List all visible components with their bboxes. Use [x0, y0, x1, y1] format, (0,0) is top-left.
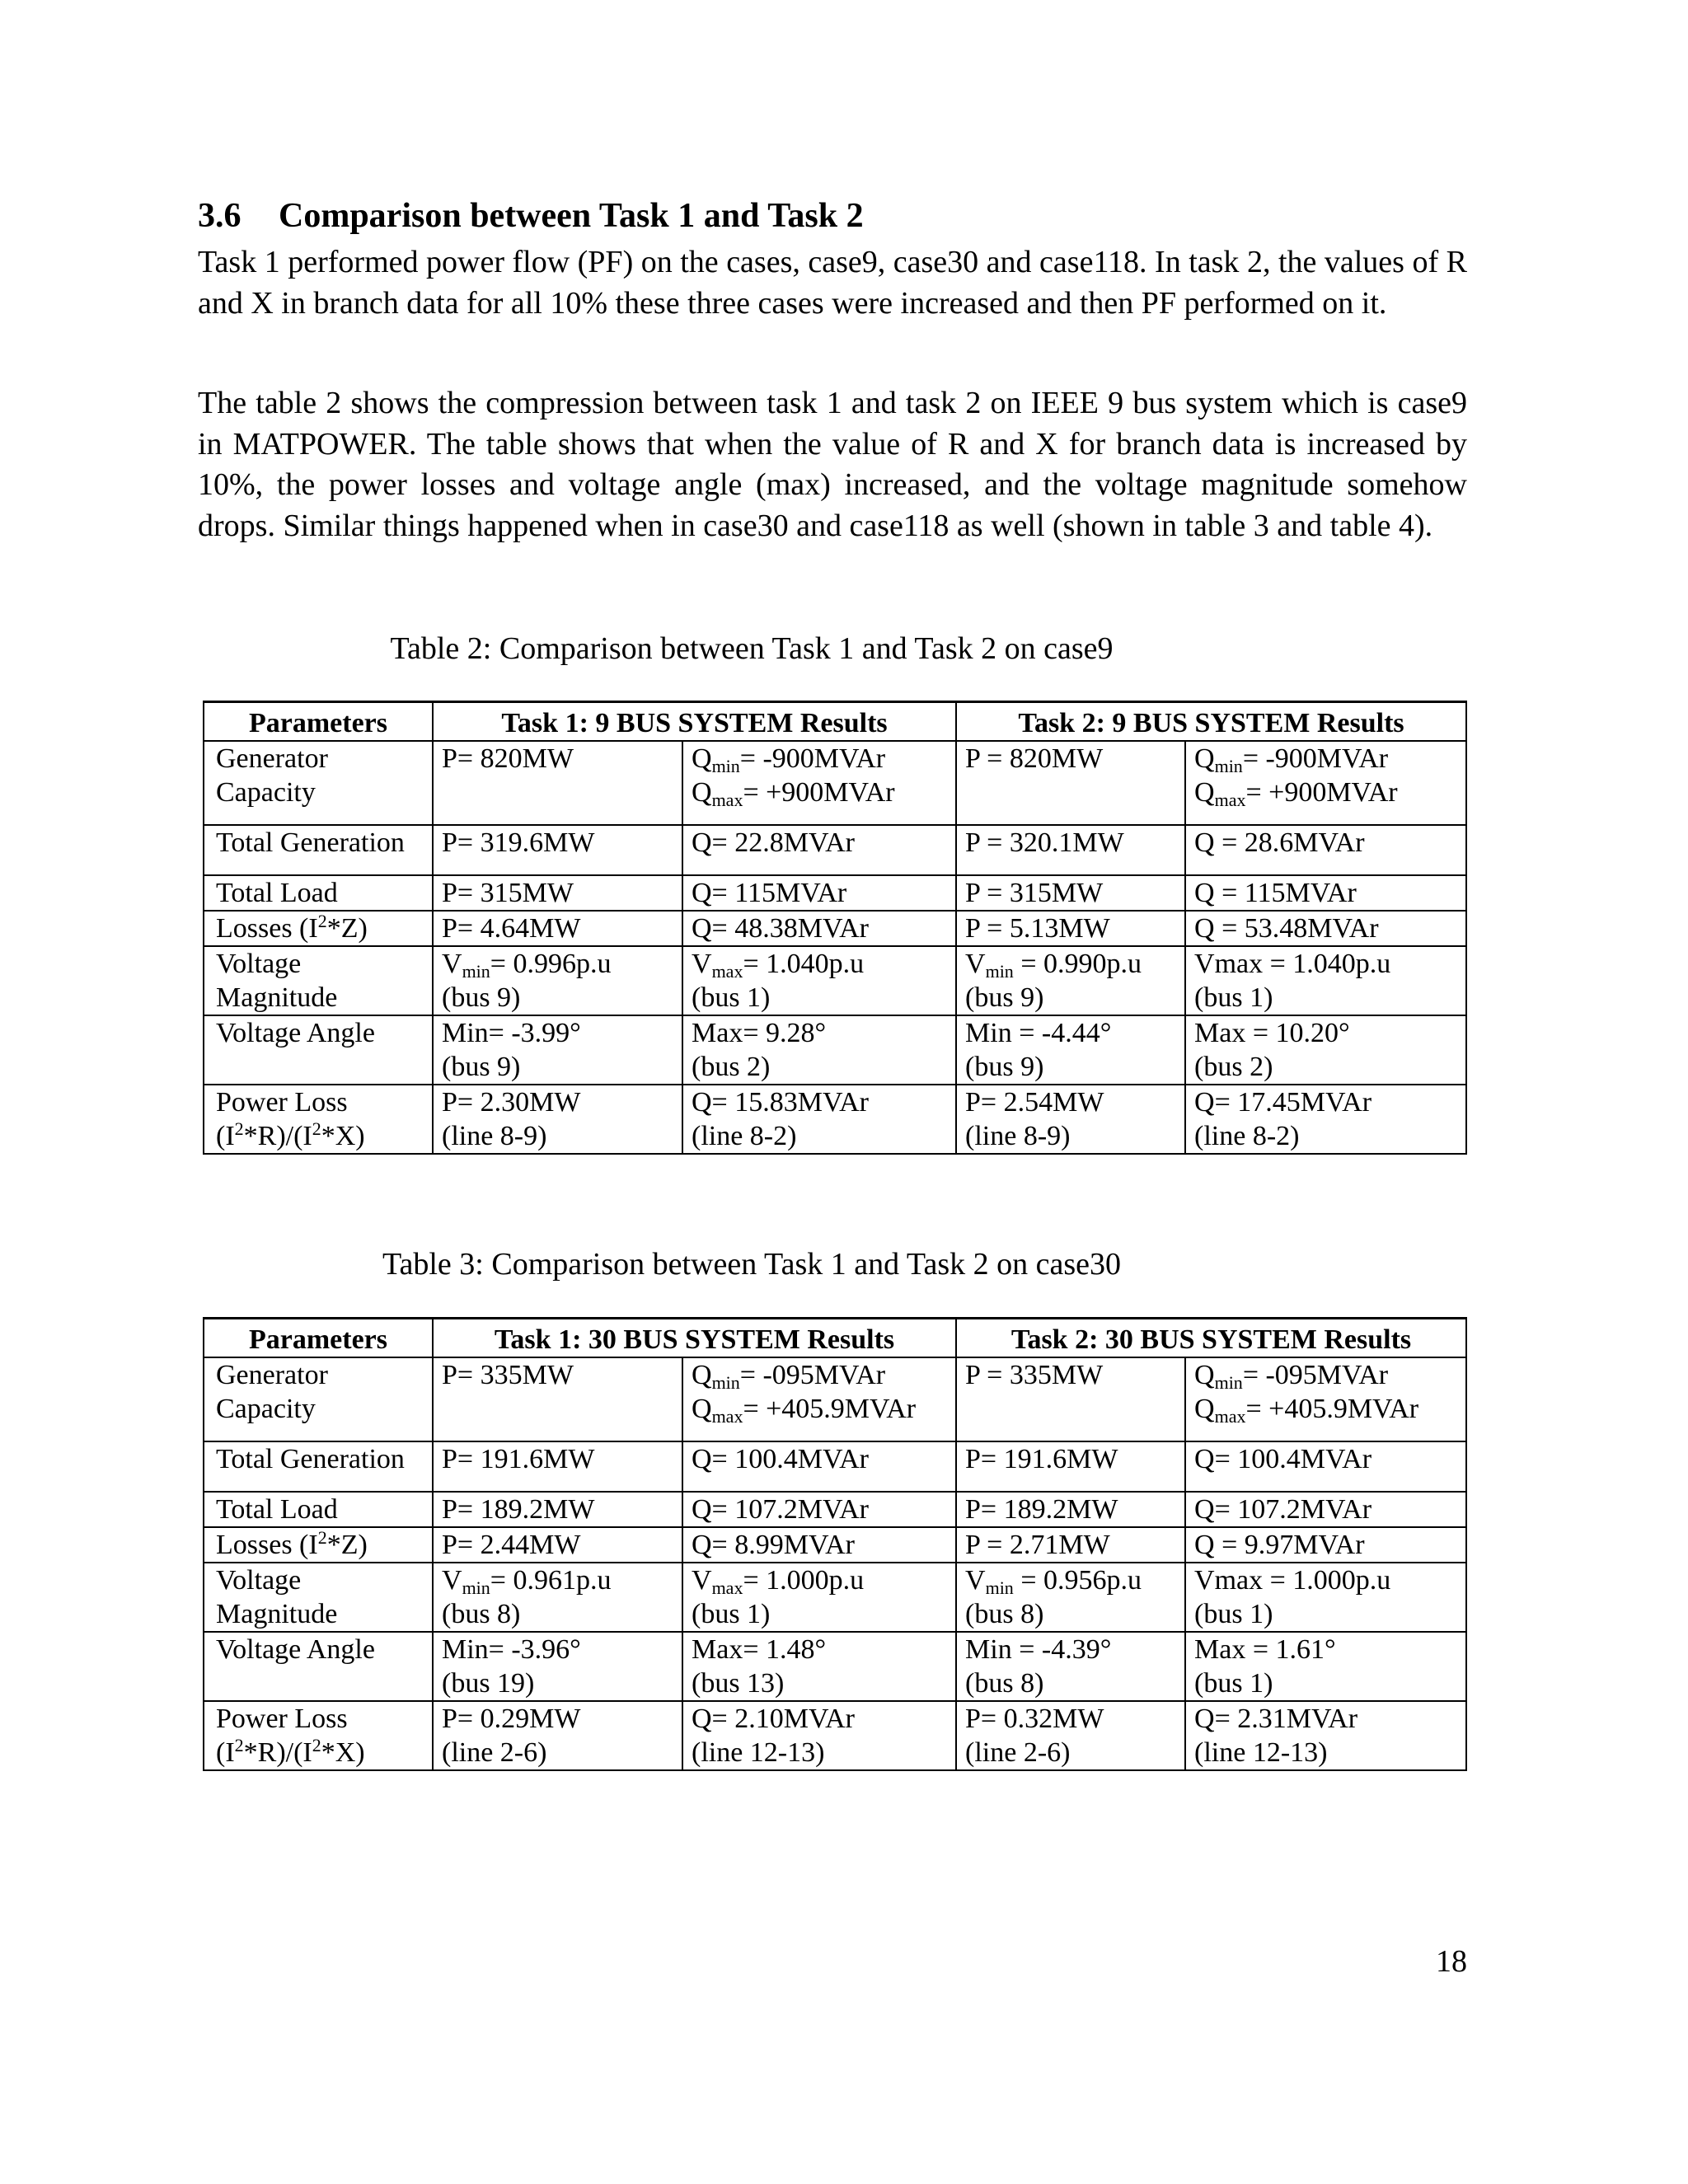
- table2-value-cell: P= 2.30MW (line 8-9): [433, 1085, 682, 1154]
- table3-value-cell: P= 2.44MW: [433, 1527, 682, 1563]
- table3-value-cell: Q= 107.2MVAr: [682, 1492, 956, 1527]
- subscript: max: [711, 1406, 743, 1427]
- table2-header-parameters: Parameters: [204, 702, 433, 742]
- table2-value-cell: $Q_{min}=$ -900MVAr $Q_{max}=$ +900MVAr: [1185, 741, 1466, 825]
- table2-param-cell: Voltage Angle: [204, 1015, 433, 1085]
- table3-row: [204, 1441, 1466, 1492]
- table3-value-cell: P= 191.6MW: [433, 1441, 682, 1492]
- table2-value-cell: $Q_{min}=$ -900MVAr $Q_{max}=$ +900MVAr: [682, 741, 956, 825]
- table3-value-cell: $V_{min}= 0.961p.u$ (bus 8): [433, 1563, 682, 1632]
- table2-param-cell: Power Loss $(I^2*R)/(I^2*X)$: [204, 1085, 433, 1154]
- table2-value-cell: Max = 10.20° (bus 2): [1185, 1015, 1466, 1085]
- table3-value-cell: Q= 107.2MVAr: [1185, 1492, 1466, 1527]
- subscript: max: [1214, 1406, 1246, 1427]
- table2-value-cell: P= 2.54MW (line 8-9): [956, 1085, 1185, 1154]
- table3-value-cell: P = 335MW: [956, 1357, 1185, 1441]
- superscript: 2: [312, 1118, 321, 1139]
- section-number: 3.6: [198, 197, 241, 235]
- subscript: max: [711, 1577, 743, 1598]
- table2-value-cell: Vmax = 1.040p.u (bus 1): [1185, 946, 1466, 1015]
- table2-value-cell: Min = -4.44° (bus 9): [956, 1015, 1185, 1085]
- table3-param-cell: Voltage Angle: [204, 1632, 433, 1701]
- table2-param-cell: Generator Capacity: [204, 741, 433, 825]
- table3-value-cell: Vmax = 1.000p.u (bus 1): [1185, 1563, 1466, 1632]
- table3-value-cell: Max = 1.61° (bus 1): [1185, 1632, 1466, 1701]
- table3-value-cell: $V_{max}= 1.000p.u$ (bus 1): [682, 1563, 956, 1632]
- table3-param-cell: Voltage Magnitude: [204, 1563, 433, 1632]
- table2-value-cell: Q= 17.45MVAr (line 8-2): [1185, 1085, 1466, 1154]
- table2-value-cell: Q= 22.8MVAr: [682, 825, 956, 875]
- table2-value-cell: Q = 28.6MVAr: [1185, 825, 1466, 875]
- table2-value-cell: P = 315MW: [956, 875, 1185, 911]
- table3-value-cell: P= 335MW: [433, 1357, 682, 1441]
- table2-value-cell: $V_{min}= 0.996p.u$ (bus 9): [433, 946, 682, 1015]
- table2-value-cell: Min= -3.99° (bus 9): [433, 1015, 682, 1085]
- subscript: min: [711, 1372, 740, 1393]
- table3: [203, 1317, 1467, 1771]
- table3-value-cell: Max= 1.48° (bus 13): [682, 1632, 956, 1701]
- table3-row: [204, 1357, 1466, 1441]
- table2-value-cell: P= 315MW: [433, 875, 682, 911]
- table3-param-cell: Total Load: [204, 1492, 433, 1527]
- table2: [203, 701, 1467, 1155]
- table3-header-parameters: Parameters: [204, 1319, 433, 1358]
- table3-value-cell: P= 189.2MW: [433, 1492, 682, 1527]
- table3-value-cell: P= 191.6MW: [956, 1441, 1185, 1492]
- subscript: max: [711, 961, 743, 982]
- subscript: max: [711, 790, 743, 810]
- table2-value-cell: Q = 53.48MVAr: [1185, 911, 1466, 946]
- table3-value-cell: Q= 100.4MVAr: [682, 1441, 956, 1492]
- table2-param-cell: Voltage Magnitude: [204, 946, 433, 1015]
- subscript: min: [462, 1577, 490, 1598]
- table2-value-cell: P= 4.64MW: [433, 911, 682, 946]
- subscript: min: [985, 1577, 1014, 1598]
- table3-header-task2: Task 2: 30 BUS SYSTEM Results: [956, 1319, 1466, 1358]
- table2-header-task2: Task 2: 9 BUS SYSTEM Results: [956, 702, 1466, 742]
- table2-value-cell: Max= 9.28° (bus 2): [682, 1015, 956, 1085]
- table2-value-cell: Q= 15.83MVAr (line 8-2): [682, 1085, 956, 1154]
- table3-value-cell: $Q_{min}=$ -095MVAr $Q_{max}=$ +405.9MVAr: [1185, 1357, 1466, 1441]
- page-number: 18: [1436, 1944, 1467, 1979]
- table3-value-cell: Q= 2.10MVAr (line 12-13): [682, 1701, 956, 1770]
- table2-row: [204, 741, 1466, 825]
- table3-header-task1: Task 1: 30 BUS SYSTEM Results: [433, 1319, 956, 1358]
- table3-row: [204, 1563, 1466, 1632]
- table2-caption: Table 2: Comparison between Task 1 and Task 2 on case9: [390, 631, 1114, 666]
- subscript: max: [1214, 790, 1246, 810]
- table3-value-cell: P= 189.2MW: [956, 1492, 1185, 1527]
- table2-row: [204, 875, 1466, 911]
- table3-value-cell: Q= 100.4MVAr: [1185, 1441, 1466, 1492]
- table3-param-cell: Total Generation: [204, 1441, 433, 1492]
- table3-value-cell: Min= -3.96° (bus 19): [433, 1632, 682, 1701]
- subscript: min: [711, 756, 740, 776]
- table2-value-cell: P= 319.6MW: [433, 825, 682, 875]
- table3-value-cell: Q= 2.31MVAr (line 12-13): [1185, 1701, 1466, 1770]
- table2-value-cell: Q= 48.38MVAr: [682, 911, 956, 946]
- superscript: 2: [317, 911, 327, 931]
- table3-row: [204, 1701, 1466, 1770]
- table3-value-cell: Q = 9.97MVAr: [1185, 1527, 1466, 1563]
- table3-value-cell: P = 2.71MW: [956, 1527, 1185, 1563]
- table3-caption: Table 3: Comparison between Task 1 and Task 2 on case30: [382, 1247, 1122, 1282]
- section-heading: [198, 196, 864, 236]
- table3-value-cell: P= 0.32MW (line 2-6): [956, 1701, 1185, 1770]
- table3-header-row: [204, 1319, 1466, 1358]
- table2-param-cell: Total Load: [204, 875, 433, 911]
- table3-row: [204, 1492, 1466, 1527]
- superscript: 2: [312, 1735, 321, 1755]
- subscript: min: [985, 961, 1014, 982]
- table2-row: [204, 1085, 1466, 1154]
- table2-header-task1: Task 1: 9 BUS SYSTEM Results: [433, 702, 956, 742]
- table3-row: [204, 1632, 1466, 1701]
- subscript: min: [1214, 756, 1243, 776]
- paragraph-table-discussion: The table 2 shows the compression between task 1 and task 2 on IEEE 9 bus system which is case9 in MATPOWER. The table shows that when the value of R and X for branch data is increased by 10%, the power losses and voltage angle (max) increased, and the voltage magnitude somehow drops. Similar things happened when in case30 and case118 as well (shown in table 3 and table 4).: [198, 386, 1467, 543]
- table2-value-cell: P = 320.1MW: [956, 825, 1185, 875]
- table3-param-cell: Generator Capacity: [204, 1357, 433, 1441]
- table3-row: [204, 1527, 1466, 1563]
- section-title: Comparison between Task 1 and Task 2: [279, 197, 864, 235]
- table2-value-cell: Q = 115MVAr: [1185, 875, 1466, 911]
- table2-value-cell: $V_{min} = 0.990p.u$ (bus 9): [956, 946, 1185, 1015]
- paragraph-intro: Task 1 performed power flow (PF) on the cases, case9, case30 and case118. In task 2, the values of R and X in branch data for all 10% these three cases were increased and then PF performed on it.: [198, 245, 1467, 321]
- table3-param-cell: Losses $(I^2*Z)$: [204, 1527, 433, 1563]
- table2-row: [204, 946, 1466, 1015]
- table2-param-cell: Losses $(I^2*Z)$: [204, 911, 433, 946]
- table2-value-cell: P= 820MW: [433, 741, 682, 825]
- table2-value-cell: Q= 115MVAr: [682, 875, 956, 911]
- subscript: min: [1214, 1372, 1243, 1393]
- table2-value-cell: $V_{max}= 1.040p.u$ (bus 1): [682, 946, 956, 1015]
- table2-row: [204, 1015, 1466, 1085]
- table3-value-cell: $V_{min} = 0.956p.u$ (bus 8): [956, 1563, 1185, 1632]
- table3-value-cell: P= 0.29MW (line 2-6): [433, 1701, 682, 1770]
- table3-value-cell: Q= 8.99MVAr: [682, 1527, 956, 1563]
- table2-row: [204, 825, 1466, 875]
- table3-param-cell: Power Loss $(I^2*R)/(I^2*X)$: [204, 1701, 433, 1770]
- table3-value-cell: Min = -4.39° (bus 8): [956, 1632, 1185, 1701]
- table2-param-cell: Total Generation: [204, 825, 433, 875]
- table2-value-cell: P = 5.13MW: [956, 911, 1185, 946]
- table2-value-cell: P = 820MW: [956, 741, 1185, 825]
- superscript: 2: [234, 1118, 244, 1139]
- table2-header-row: [204, 702, 1466, 742]
- superscript: 2: [317, 1527, 327, 1548]
- superscript: 2: [234, 1735, 244, 1755]
- table3-value-cell: $Q_{min}=$ -095MVAr $Q_{max}=$ +405.9MVAr: [682, 1357, 956, 1441]
- table2-row: [204, 911, 1466, 946]
- subscript: min: [462, 961, 490, 982]
